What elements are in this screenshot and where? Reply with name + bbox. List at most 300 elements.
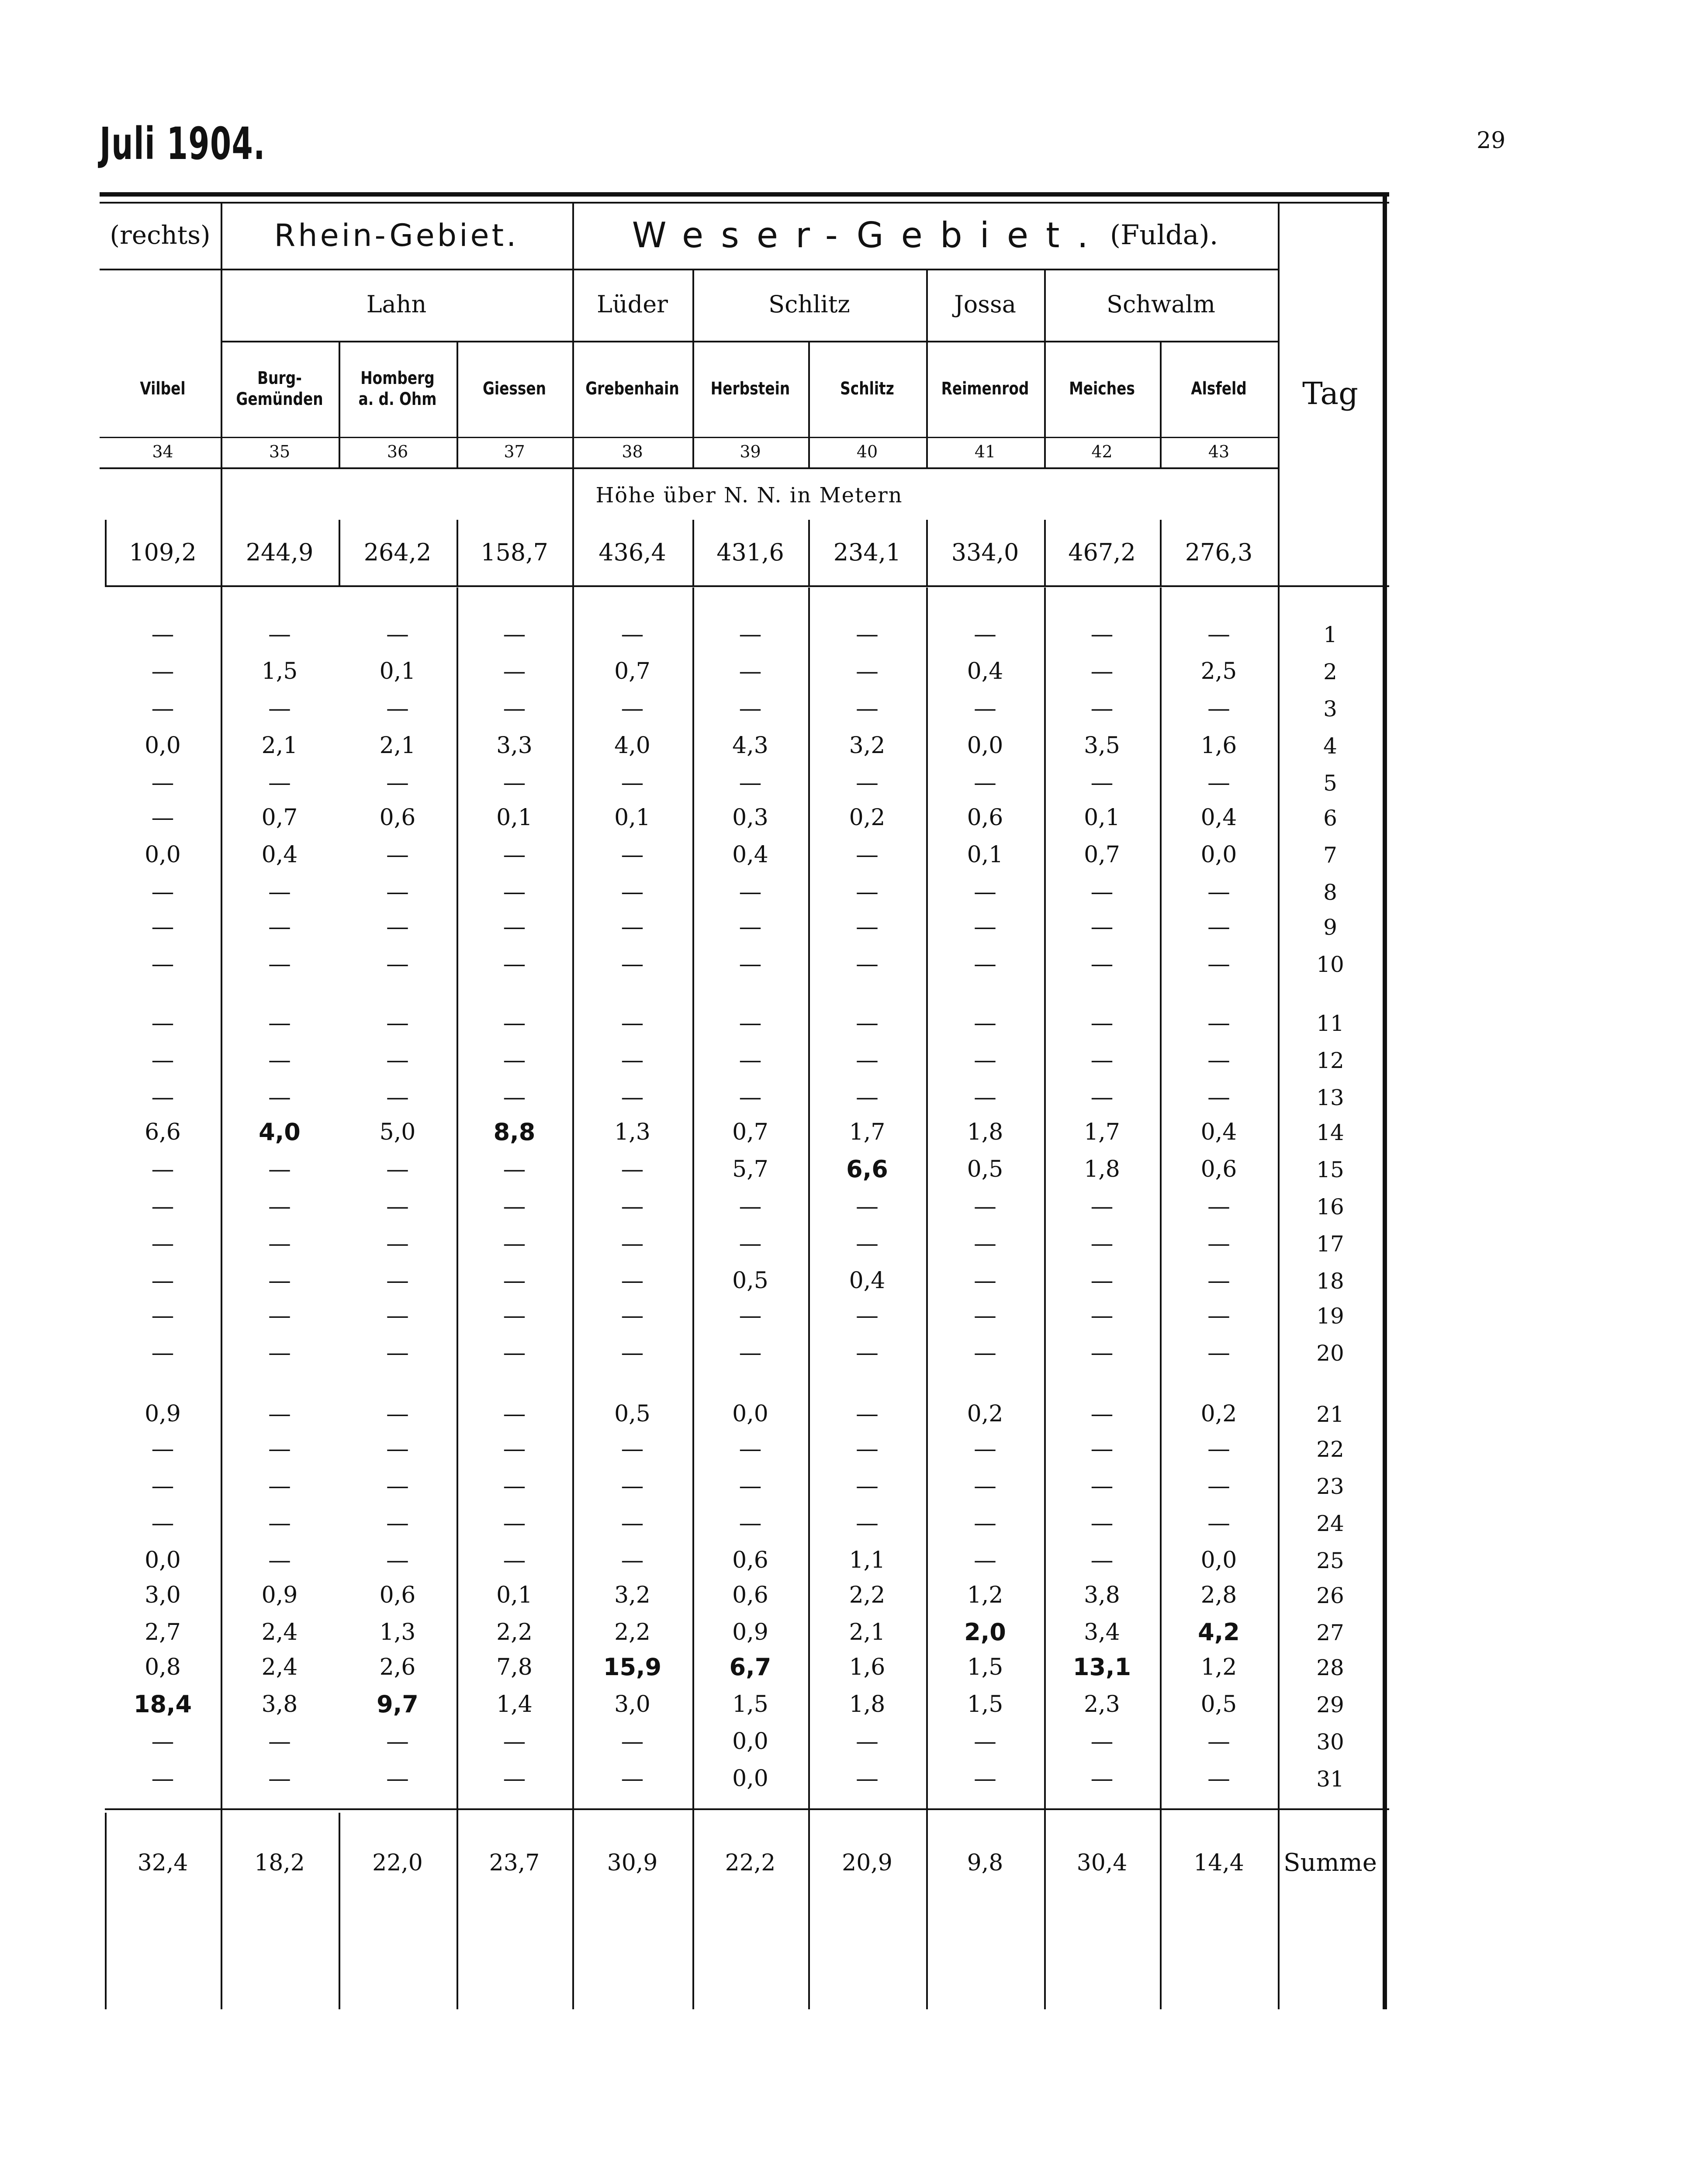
precip-value: — — [151, 1728, 174, 1755]
station-name-line: Burg- — [257, 368, 302, 388]
sum-value: 22,0 — [372, 1849, 423, 1876]
page-title: Juli 1904. — [100, 118, 266, 170]
precip-value: — — [503, 1230, 526, 1257]
day-number: 26 — [1316, 1583, 1344, 1608]
precip-value: — — [503, 951, 526, 978]
column-number: 41 — [974, 442, 996, 462]
precip-value: 1,6 — [849, 1654, 886, 1681]
precip-value: — — [974, 1766, 996, 1792]
day-number: 13 — [1316, 1085, 1344, 1110]
precip-value: — — [503, 842, 526, 868]
precip-value: — — [974, 1547, 996, 1574]
precip-value: — — [503, 770, 526, 796]
precip-value: — — [1207, 1436, 1230, 1462]
precip-value: 2,8 — [1200, 1582, 1237, 1609]
precip-value: 0,4 — [261, 842, 298, 868]
station-name-line: Meiches — [1069, 379, 1135, 399]
station-name — [937, 341, 1033, 437]
day-number: 9 — [1323, 914, 1337, 940]
precip-value: — — [151, 1230, 174, 1257]
precip-value: — — [739, 658, 762, 685]
precip-value: — — [621, 1010, 644, 1037]
column-number: 40 — [856, 442, 878, 462]
precip-value: — — [974, 1510, 996, 1537]
day-number: 7 — [1323, 842, 1337, 868]
precip-value: — — [386, 1473, 409, 1500]
day-number: 24 — [1316, 1510, 1344, 1536]
precip-value: 3,2 — [849, 733, 886, 759]
precip-value: — — [1090, 1010, 1114, 1037]
precip-value: — — [268, 695, 291, 722]
precip-value: — — [151, 1473, 174, 1500]
precip-value: — — [386, 1084, 409, 1111]
elevation-value: 431,6 — [716, 538, 784, 566]
precip-value: — — [503, 1473, 526, 1500]
precip-value: — — [856, 1084, 879, 1111]
elevation-value: 334,0 — [951, 538, 1019, 566]
precip-value: 4,0 — [614, 733, 650, 759]
rule-line — [100, 467, 1278, 469]
precip-value: 1,8 — [967, 1119, 1003, 1146]
precip-value: — — [503, 1340, 526, 1366]
precip-value: — — [1207, 1728, 1230, 1755]
precip-value: 1,5 — [967, 1654, 1003, 1681]
precip-value: — — [1207, 1047, 1230, 1074]
elevation-value: 244,9 — [246, 538, 314, 566]
precip-value: 0,5 — [614, 1401, 650, 1427]
precip-value: — — [1090, 1303, 1114, 1329]
day-number: 27 — [1316, 1620, 1344, 1645]
elevation-value: 264,2 — [363, 538, 432, 566]
precip-value: — — [856, 695, 879, 722]
precip-value: — — [1090, 1473, 1114, 1500]
precip-value: — — [856, 1728, 879, 1755]
precip-value: 0,0 — [732, 1728, 768, 1755]
precip-value: — — [151, 1510, 174, 1537]
precip-value: — — [621, 1084, 644, 1111]
day-number: 18 — [1316, 1268, 1344, 1294]
precip-value: 0,1 — [967, 842, 1003, 868]
precip-value: — — [386, 1268, 409, 1294]
precip-value: — — [503, 914, 526, 940]
day-number: 19 — [1316, 1303, 1344, 1329]
precip-value: 3,2 — [614, 1582, 650, 1609]
precip-value: — — [974, 1303, 996, 1329]
precip-value: — — [386, 1303, 409, 1329]
precip-value: 0,9 — [732, 1619, 768, 1646]
precip-value: — — [503, 695, 526, 722]
precip-value: 18,4 — [133, 1690, 192, 1718]
precip-value: 2,5 — [1200, 658, 1237, 685]
precip-value: — — [856, 1473, 879, 1500]
day-number: 17 — [1316, 1231, 1344, 1257]
river-name: Jossa — [954, 290, 1016, 318]
precip-value: 0,1 — [614, 805, 650, 831]
precip-value: 0,3 — [732, 805, 768, 831]
precip-value: — — [268, 914, 291, 940]
precip-value: 3,4 — [1084, 1619, 1120, 1646]
precip-value: — — [386, 1547, 409, 1574]
precip-value: 0,1 — [496, 805, 533, 831]
sum-value: 18,2 — [254, 1849, 305, 1876]
sum-value: 14,4 — [1193, 1849, 1244, 1876]
precip-value: — — [1090, 1547, 1114, 1574]
day-number: 31 — [1316, 1766, 1344, 1792]
precip-value: — — [503, 1010, 526, 1037]
precip-value: — — [268, 879, 291, 905]
precip-value: 2,1 — [379, 733, 416, 759]
precip-value: — — [621, 1436, 644, 1462]
precip-value: — — [856, 1401, 879, 1427]
precip-value: — — [974, 1268, 996, 1294]
precip-value: 4,2 — [1198, 1618, 1240, 1646]
precip-value: — — [856, 1047, 879, 1074]
precip-value: 1,3 — [614, 1119, 650, 1146]
precip-value: — — [151, 1766, 174, 1792]
station-name — [231, 341, 328, 437]
precip-value: — — [739, 1510, 762, 1537]
precip-value: — — [151, 695, 174, 722]
precip-value: — — [151, 1193, 174, 1220]
precip-value: — — [1207, 695, 1230, 722]
precip-value: — — [739, 621, 762, 648]
station-name — [349, 341, 446, 437]
river-name: Schwalm — [1107, 290, 1215, 318]
precip-value: — — [739, 1047, 762, 1074]
precip-value: 8,8 — [493, 1118, 536, 1146]
precip-value: — — [503, 1547, 526, 1574]
precip-value: — — [1090, 695, 1114, 722]
precip-value: — — [503, 1156, 526, 1183]
precip-value: — — [1090, 1766, 1114, 1792]
precip-value: — — [503, 1303, 526, 1329]
precip-value: 1,3 — [379, 1619, 416, 1646]
precip-value: 0,6 — [732, 1547, 768, 1574]
day-number: 10 — [1316, 951, 1344, 977]
sum-value: 32,4 — [137, 1849, 188, 1876]
day-number: 23 — [1316, 1473, 1344, 1499]
day-number: 3 — [1323, 696, 1337, 722]
station-name — [115, 341, 210, 437]
precip-value: — — [386, 951, 409, 978]
precip-value: — — [621, 951, 644, 978]
precip-value: 1,7 — [1084, 1119, 1120, 1146]
precip-value: 3,3 — [496, 733, 533, 759]
precip-value: — — [151, 1156, 174, 1183]
precip-value: — — [151, 914, 174, 940]
precip-value: — — [974, 1047, 996, 1074]
precip-value: — — [621, 879, 644, 905]
precip-value: — — [974, 914, 996, 940]
precip-value: — — [621, 1547, 644, 1574]
precip-value: — — [974, 1728, 996, 1755]
precip-value: — — [503, 1728, 526, 1755]
precip-value: — — [621, 1193, 644, 1220]
precip-value: — — [151, 1340, 174, 1366]
precip-value: — — [151, 879, 174, 905]
precip-value: — — [856, 621, 879, 648]
precip-value: 0,4 — [1200, 805, 1237, 831]
precip-value: — — [1090, 1728, 1114, 1755]
precip-value: — — [151, 1303, 174, 1329]
precip-value: — — [856, 914, 879, 940]
precip-value: — — [739, 770, 762, 796]
precip-value: 2,4 — [261, 1654, 298, 1681]
precip-value: — — [1090, 1436, 1114, 1462]
precip-value: — — [856, 658, 879, 685]
precip-value: — — [856, 879, 879, 905]
precip-value: — — [856, 1510, 879, 1537]
column-number: 43 — [1208, 442, 1230, 462]
rule-line — [105, 1808, 1389, 1810]
precip-value: 1,5 — [261, 658, 298, 685]
precip-value: 0,6 — [1200, 1156, 1237, 1183]
precip-value: — — [856, 1010, 879, 1037]
rule-line — [105, 585, 1389, 587]
precip-value: 0,7 — [261, 805, 298, 831]
precip-value: 0,7 — [1084, 842, 1120, 868]
precip-value: 0,9 — [145, 1401, 181, 1427]
precip-value: — — [974, 1010, 996, 1037]
precip-value: 2,2 — [849, 1582, 886, 1609]
precip-value: 6,7 — [729, 1653, 771, 1681]
precip-value: 0,8 — [145, 1654, 181, 1681]
precip-value: 0,7 — [732, 1119, 768, 1146]
precip-value: 0,1 — [379, 658, 416, 685]
precip-value: 0,0 — [1200, 1547, 1237, 1574]
precip-value: — — [1090, 1401, 1114, 1427]
station-name-line: Grebenhain — [585, 379, 679, 399]
day-number: 21 — [1316, 1401, 1344, 1427]
precip-value: — — [151, 770, 174, 796]
precip-value: — — [386, 1436, 409, 1462]
precip-value: — — [974, 1084, 996, 1111]
precip-value: — — [386, 842, 409, 868]
precip-value: 0,6 — [732, 1582, 768, 1609]
precip-value: — — [974, 879, 996, 905]
precip-value: — — [856, 842, 879, 868]
header-prefix: (rechts) — [110, 220, 211, 250]
precip-value: — — [151, 658, 174, 685]
precip-value: — — [739, 879, 762, 905]
precip-value: — — [1090, 1510, 1114, 1537]
precip-value: — — [621, 1766, 644, 1792]
precip-value: — — [268, 1047, 291, 1074]
station-name-line: Giessen — [482, 379, 547, 399]
station-name — [703, 341, 798, 437]
station-name-line: Herbstein — [710, 379, 790, 399]
precip-value: — — [503, 1193, 526, 1220]
rule-line — [100, 192, 1389, 197]
sum-value: 30,4 — [1076, 1849, 1128, 1876]
precip-value: 0,4 — [849, 1268, 886, 1294]
precip-value: — — [503, 1766, 526, 1792]
precip-value: — — [621, 1303, 644, 1329]
precip-value: — — [503, 658, 526, 685]
precip-value: 0,5 — [967, 1156, 1003, 1183]
precip-value: — — [1090, 1340, 1114, 1366]
precip-value: 7,8 — [496, 1654, 533, 1681]
precip-value: — — [386, 1047, 409, 1074]
sum-label: Summe — [1283, 1849, 1377, 1877]
precip-value: — — [503, 1047, 526, 1074]
precip-value: — — [739, 1473, 762, 1500]
precip-value: 0,9 — [261, 1582, 298, 1609]
elevation-value: 467,2 — [1068, 538, 1136, 566]
precip-value: — — [1090, 879, 1114, 905]
precip-value: — — [856, 770, 879, 796]
precip-value: 5,7 — [732, 1156, 768, 1183]
precip-value: — — [739, 1010, 762, 1037]
precip-value: 0,2 — [849, 805, 886, 831]
precip-value: — — [151, 951, 174, 978]
precip-value: — — [268, 1766, 291, 1792]
precip-value: — — [1207, 1510, 1230, 1537]
station-name-line: Reimenrod — [941, 379, 1029, 399]
precip-value: — — [856, 1436, 879, 1462]
precip-value: — — [739, 1193, 762, 1220]
precip-value: — — [856, 951, 879, 978]
precip-value: — — [386, 1766, 409, 1792]
region-rhein: Rhein-Gebiet. — [274, 217, 519, 253]
precip-value: — — [503, 1436, 526, 1462]
precip-value: — — [503, 1510, 526, 1537]
precip-value: — — [1090, 658, 1114, 685]
elevation-value: 158,7 — [481, 538, 548, 566]
column-number: 38 — [622, 442, 643, 462]
precip-value: — — [1090, 1193, 1114, 1220]
precip-value: 1,7 — [849, 1119, 886, 1146]
day-number: 6 — [1323, 805, 1337, 831]
precip-value: — — [1207, 1268, 1230, 1294]
precip-value: — — [621, 621, 644, 648]
precip-value: — — [268, 1547, 291, 1574]
precip-value: 2,4 — [261, 1619, 298, 1646]
precip-value: — — [621, 1268, 644, 1294]
precip-value: — — [739, 695, 762, 722]
precip-value: — — [386, 621, 409, 648]
precip-value: — — [1090, 1268, 1114, 1294]
day-number: 8 — [1323, 879, 1337, 905]
precip-value: — — [739, 1303, 762, 1329]
precip-value: 2,6 — [379, 1654, 416, 1681]
precip-value: — — [621, 914, 644, 940]
precip-value: — — [1090, 621, 1114, 648]
precip-value: — — [739, 1230, 762, 1257]
precip-value: — — [268, 1084, 291, 1111]
precip-value: — — [386, 1510, 409, 1537]
column-number: 42 — [1091, 442, 1113, 462]
precip-value: 3,0 — [614, 1691, 650, 1718]
precip-value: — — [856, 1230, 879, 1257]
station-name-line: a. d. Ohm — [358, 389, 437, 409]
precip-value: — — [268, 1473, 291, 1500]
precip-value: — — [856, 1193, 879, 1220]
precip-value: — — [1207, 914, 1230, 940]
precip-value: — — [503, 1401, 526, 1427]
elevation-value: 276,3 — [1185, 538, 1253, 566]
day-number: 12 — [1316, 1047, 1344, 1073]
precip-value: 0,0 — [145, 733, 181, 759]
station-name-line: Vilbel — [140, 379, 186, 399]
precip-value: — — [856, 1766, 879, 1792]
precip-value: 1,2 — [967, 1582, 1003, 1609]
precip-value: — — [386, 770, 409, 796]
precip-value: 0,4 — [1200, 1119, 1237, 1146]
day-number: 29 — [1316, 1692, 1344, 1717]
station-name — [1170, 341, 1267, 437]
day-number: 1 — [1323, 622, 1337, 647]
precip-value: — — [268, 1193, 291, 1220]
precip-value: — — [1207, 1010, 1230, 1037]
precip-value: — — [974, 1340, 996, 1366]
precip-value: — — [1090, 914, 1114, 940]
precip-value: — — [1090, 1047, 1114, 1074]
precip-value: — — [739, 914, 762, 940]
precip-value: — — [1207, 1303, 1230, 1329]
river-name: Lahn — [366, 290, 427, 318]
precip-value: — — [151, 1010, 174, 1037]
day-number: 4 — [1323, 733, 1337, 759]
precip-value: — — [151, 1436, 174, 1462]
precip-value: — — [621, 770, 644, 796]
precip-value: — — [1090, 1084, 1114, 1111]
precip-value: — — [621, 695, 644, 722]
precip-value: — — [386, 1340, 409, 1366]
precip-value: — — [974, 1193, 996, 1220]
elevation-value: 234,1 — [833, 538, 901, 566]
precip-value: 2,7 — [145, 1619, 181, 1646]
precip-value: 1,8 — [849, 1691, 886, 1718]
precip-value: 0,0 — [1200, 842, 1237, 868]
day-number: 16 — [1316, 1194, 1344, 1220]
station-name — [1055, 341, 1149, 437]
precip-value: — — [1207, 951, 1230, 978]
column-number: 34 — [152, 442, 173, 462]
precip-value: — — [268, 1230, 291, 1257]
precip-value: — — [386, 1010, 409, 1037]
precip-value: — — [1207, 1766, 1230, 1792]
precip-value: — — [621, 1340, 644, 1366]
precip-value: — — [268, 951, 291, 978]
station-name-line: Alsfeld — [1191, 379, 1247, 399]
sum-value: 30,9 — [607, 1849, 658, 1876]
precip-value: — — [268, 621, 291, 648]
precip-value: — — [1090, 770, 1114, 796]
precip-value: — — [1207, 1193, 1230, 1220]
precip-value: — — [268, 770, 291, 796]
precip-value: — — [621, 1230, 644, 1257]
precip-value: — — [151, 1047, 174, 1074]
precip-value: — — [974, 770, 996, 796]
precip-value: — — [386, 695, 409, 722]
precip-value: 0,5 — [732, 1268, 768, 1294]
precip-value: — — [503, 1268, 526, 1294]
precip-value: 0,7 — [614, 658, 650, 685]
precip-value: 1,2 — [1200, 1654, 1237, 1681]
precip-value: — — [621, 842, 644, 868]
station-name — [467, 341, 562, 437]
precip-value: — — [151, 805, 174, 831]
precip-value: — — [1207, 1084, 1230, 1111]
precip-value: 1,1 — [849, 1547, 886, 1574]
precip-value: — — [974, 621, 996, 648]
precip-value: — — [1207, 1340, 1230, 1366]
elevation-value: 436,4 — [598, 538, 666, 566]
precip-value: 0,1 — [496, 1582, 533, 1609]
precip-value: — — [503, 621, 526, 648]
precip-value: 2,0 — [964, 1618, 1006, 1646]
